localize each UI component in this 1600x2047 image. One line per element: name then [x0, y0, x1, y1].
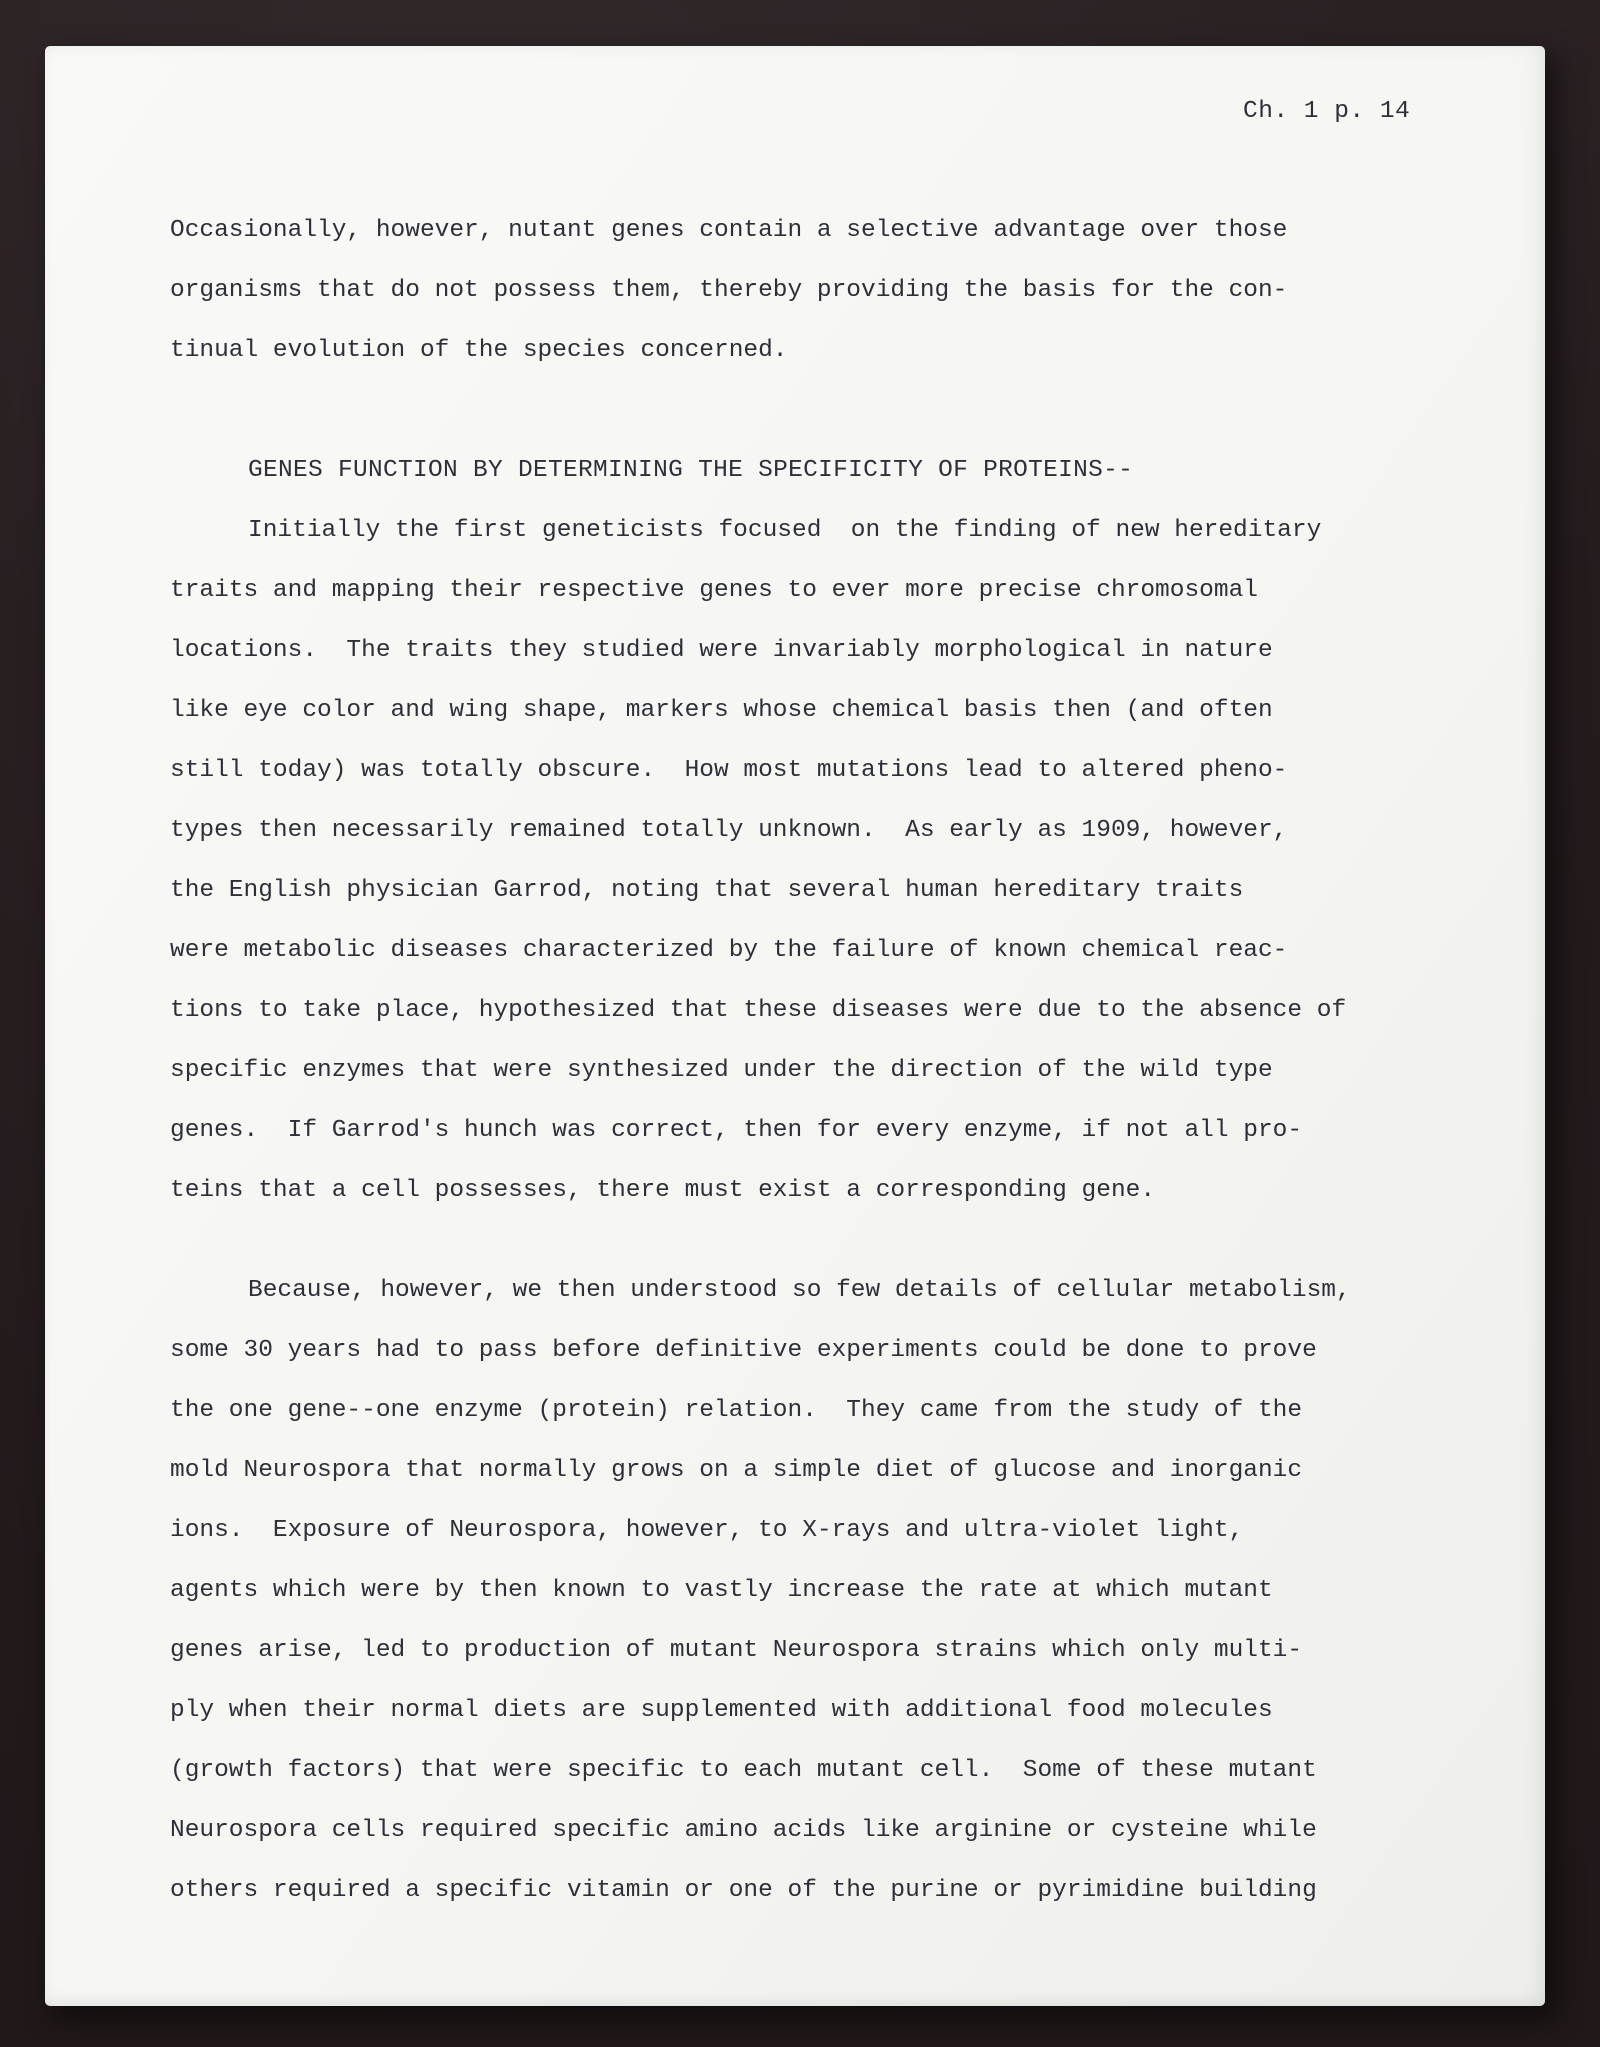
page-number-header: Ch. 1 p. 14 [1243, 98, 1411, 125]
text-line: tinual evolution of the species concerned. [170, 337, 788, 364]
text-line: others required a specific vitamin or one of the purine or pyrimidine building [170, 1877, 1317, 1904]
text-line: genes arise, led to production of mutant Neurospora strains which only multi- [170, 1637, 1303, 1664]
text-line: genes. If Garrod's hunch was correct, then for every enzyme, if not all pro- [170, 1117, 1303, 1144]
page-content [170, 201, 1485, 1921]
text-line: specific enzymes that were synthesized under the direction of the wild type [170, 1057, 1273, 1084]
paragraph [170, 1261, 1485, 1921]
text-line: Because, however, we then understood so few details of cellular metabolism, [248, 1277, 1351, 1304]
text-line: Initially the first geneticists focused on the finding of new hereditary [248, 517, 1322, 544]
text-line: agents which were by then known to vastly increase the rate at which mutant [170, 1577, 1273, 1604]
text-line: traits and mapping their respective genes to ever more precise chromosomal [170, 577, 1258, 604]
text-line: ply when their normal diets are supplemented with additional food molecules [170, 1697, 1273, 1724]
text-line: teins that a cell possesses, there must exist a corresponding gene. [170, 1177, 1156, 1204]
manuscript-page [45, 46, 1545, 2006]
paragraph [170, 201, 1485, 381]
text-line: mold Neurospora that normally grows on a simple diet of glucose and inorganic [170, 1457, 1303, 1484]
text-line: types then necessarily remained totally unknown. As early as 1909, however, [170, 817, 1288, 844]
text-line: locations. The traits they studied were invariably morphological in nature [170, 637, 1273, 664]
text-line: Neurospora cells required specific amino acids like arginine or cysteine while [170, 1817, 1317, 1844]
text-line: (growth factors) that were specific to each mutant cell. Some of these mutant [170, 1757, 1317, 1784]
text-line: tions to take place, hypothesized that these diseases were due to the absence of [170, 997, 1347, 1024]
text-line: ions. Exposure of Neurospora, however, to X-rays and ultra-violet light, [170, 1517, 1244, 1544]
section-heading [170, 441, 1485, 501]
text-line: still today) was totally obscure. How most mutations lead to altered pheno- [170, 757, 1288, 784]
text-line: the one gene--one enzyme (protein) relation. They came from the study of the [170, 1397, 1303, 1424]
text-line: like eye color and wing shape, markers whose chemical basis then (and often [170, 697, 1273, 724]
text-line: Occasionally, however, nutant genes contain a selective advantage over those [170, 217, 1288, 244]
text-line: GENES FUNCTION BY DETERMINING THE SPECIFICITY OF PROTEINS-- [248, 457, 1134, 484]
text-line: organisms that do not possess them, thereby providing the basis for the con- [170, 277, 1288, 304]
text-line: the English physician Garrod, noting that several human hereditary traits [170, 877, 1244, 904]
paragraph [170, 501, 1485, 1221]
text-line: were metabolic diseases characterized by the failure of known chemical reac- [170, 937, 1288, 964]
text-line: some 30 years had to pass before definitive experiments could be done to prove [170, 1337, 1317, 1364]
